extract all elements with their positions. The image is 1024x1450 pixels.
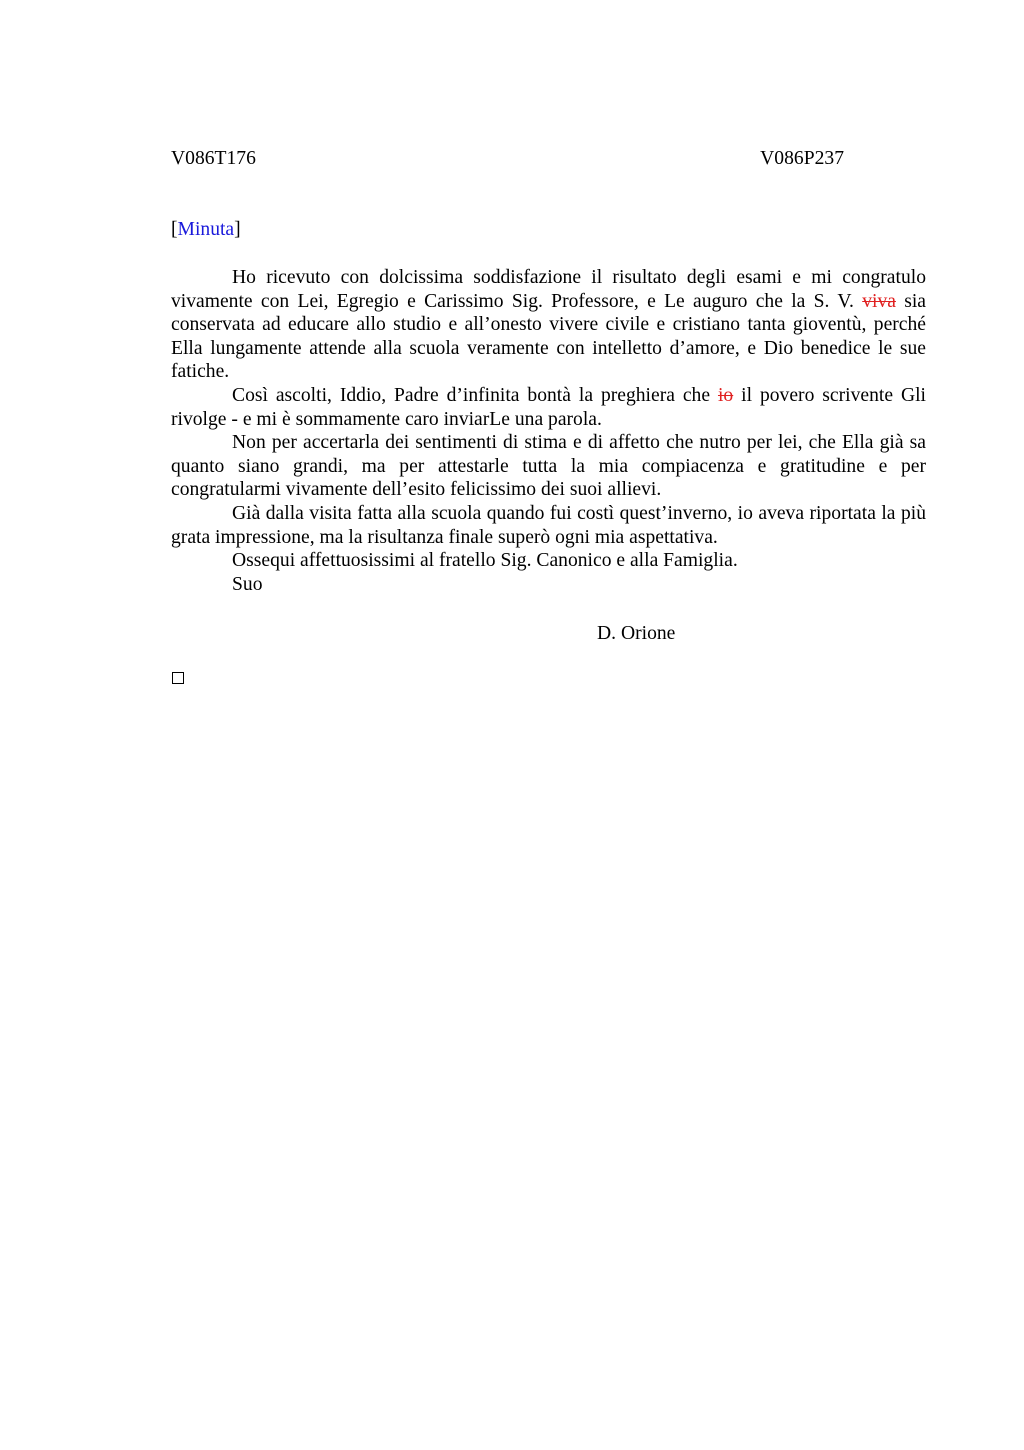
paragraph-1: [171, 266, 926, 384]
close-bracket: ]: [234, 219, 241, 240]
closing-suo: Suo: [232, 573, 263, 595]
paragraph-3: Non per accertarla dei sentimenti di stima e di affetto che nutro per lei, che Ella già sa quanto siano grandi, ma per attestarle tutta la mia compiacenza e gratitudine e per congratularmi vivamente dell’esito felicissimo dei suoi allievi.: [171, 432, 926, 501]
square-outline-icon: [172, 672, 184, 684]
volume-page-reference: V086P237: [760, 148, 844, 169]
minuta-label: [171, 218, 241, 242]
minuta-word: Minuta: [177, 219, 235, 240]
document-header: [171, 147, 844, 171]
open-bracket: [: [171, 219, 178, 240]
deleted-word-io: io: [717, 384, 734, 406]
paragraph-1-part-b: sia conservata ad educare allo studio e all’onesto vivere civile e cristiano tanta gioventù, perché Ella lungamente attende alla scuola veramente con intelletto d’amore, e Dio benedice le sue fatiche.: [171, 290, 926, 383]
deleted-word-viva: viva: [862, 290, 896, 312]
paragraph-2-part-b: il povero scrivente Gli rivolge - e mi è sommamente caro inviarLe una parola.: [171, 384, 926, 430]
paragraph-2: [171, 384, 926, 431]
letter-body: [171, 266, 926, 596]
signature: D. Orione: [597, 623, 676, 644]
volume-text-reference: V086T176: [171, 148, 256, 169]
paragraph-4: Già dalla visita fatta alla scuola quando fui costì quest’inverno, io aveva riportata la più grata impressione, ma la risultanza finale superò ogni mia aspettativa.: [171, 502, 926, 548]
paragraph-1-part-a: Ho ricevuto con dolcissima soddisfazione il risultato degli esami e mi congratulo vivamente con Lei, Egregio e Carissimo Sig. Professore, e Le auguro che la S. V.: [171, 267, 926, 312]
paragraph-2-part-a: Così ascolti, Iddio, Padre d’infinita bontà la preghiera che: [232, 384, 718, 406]
paragraph-5: Ossequi affettuosissimi al fratello Sig. Canonico e alla Famiglia.: [232, 550, 738, 572]
